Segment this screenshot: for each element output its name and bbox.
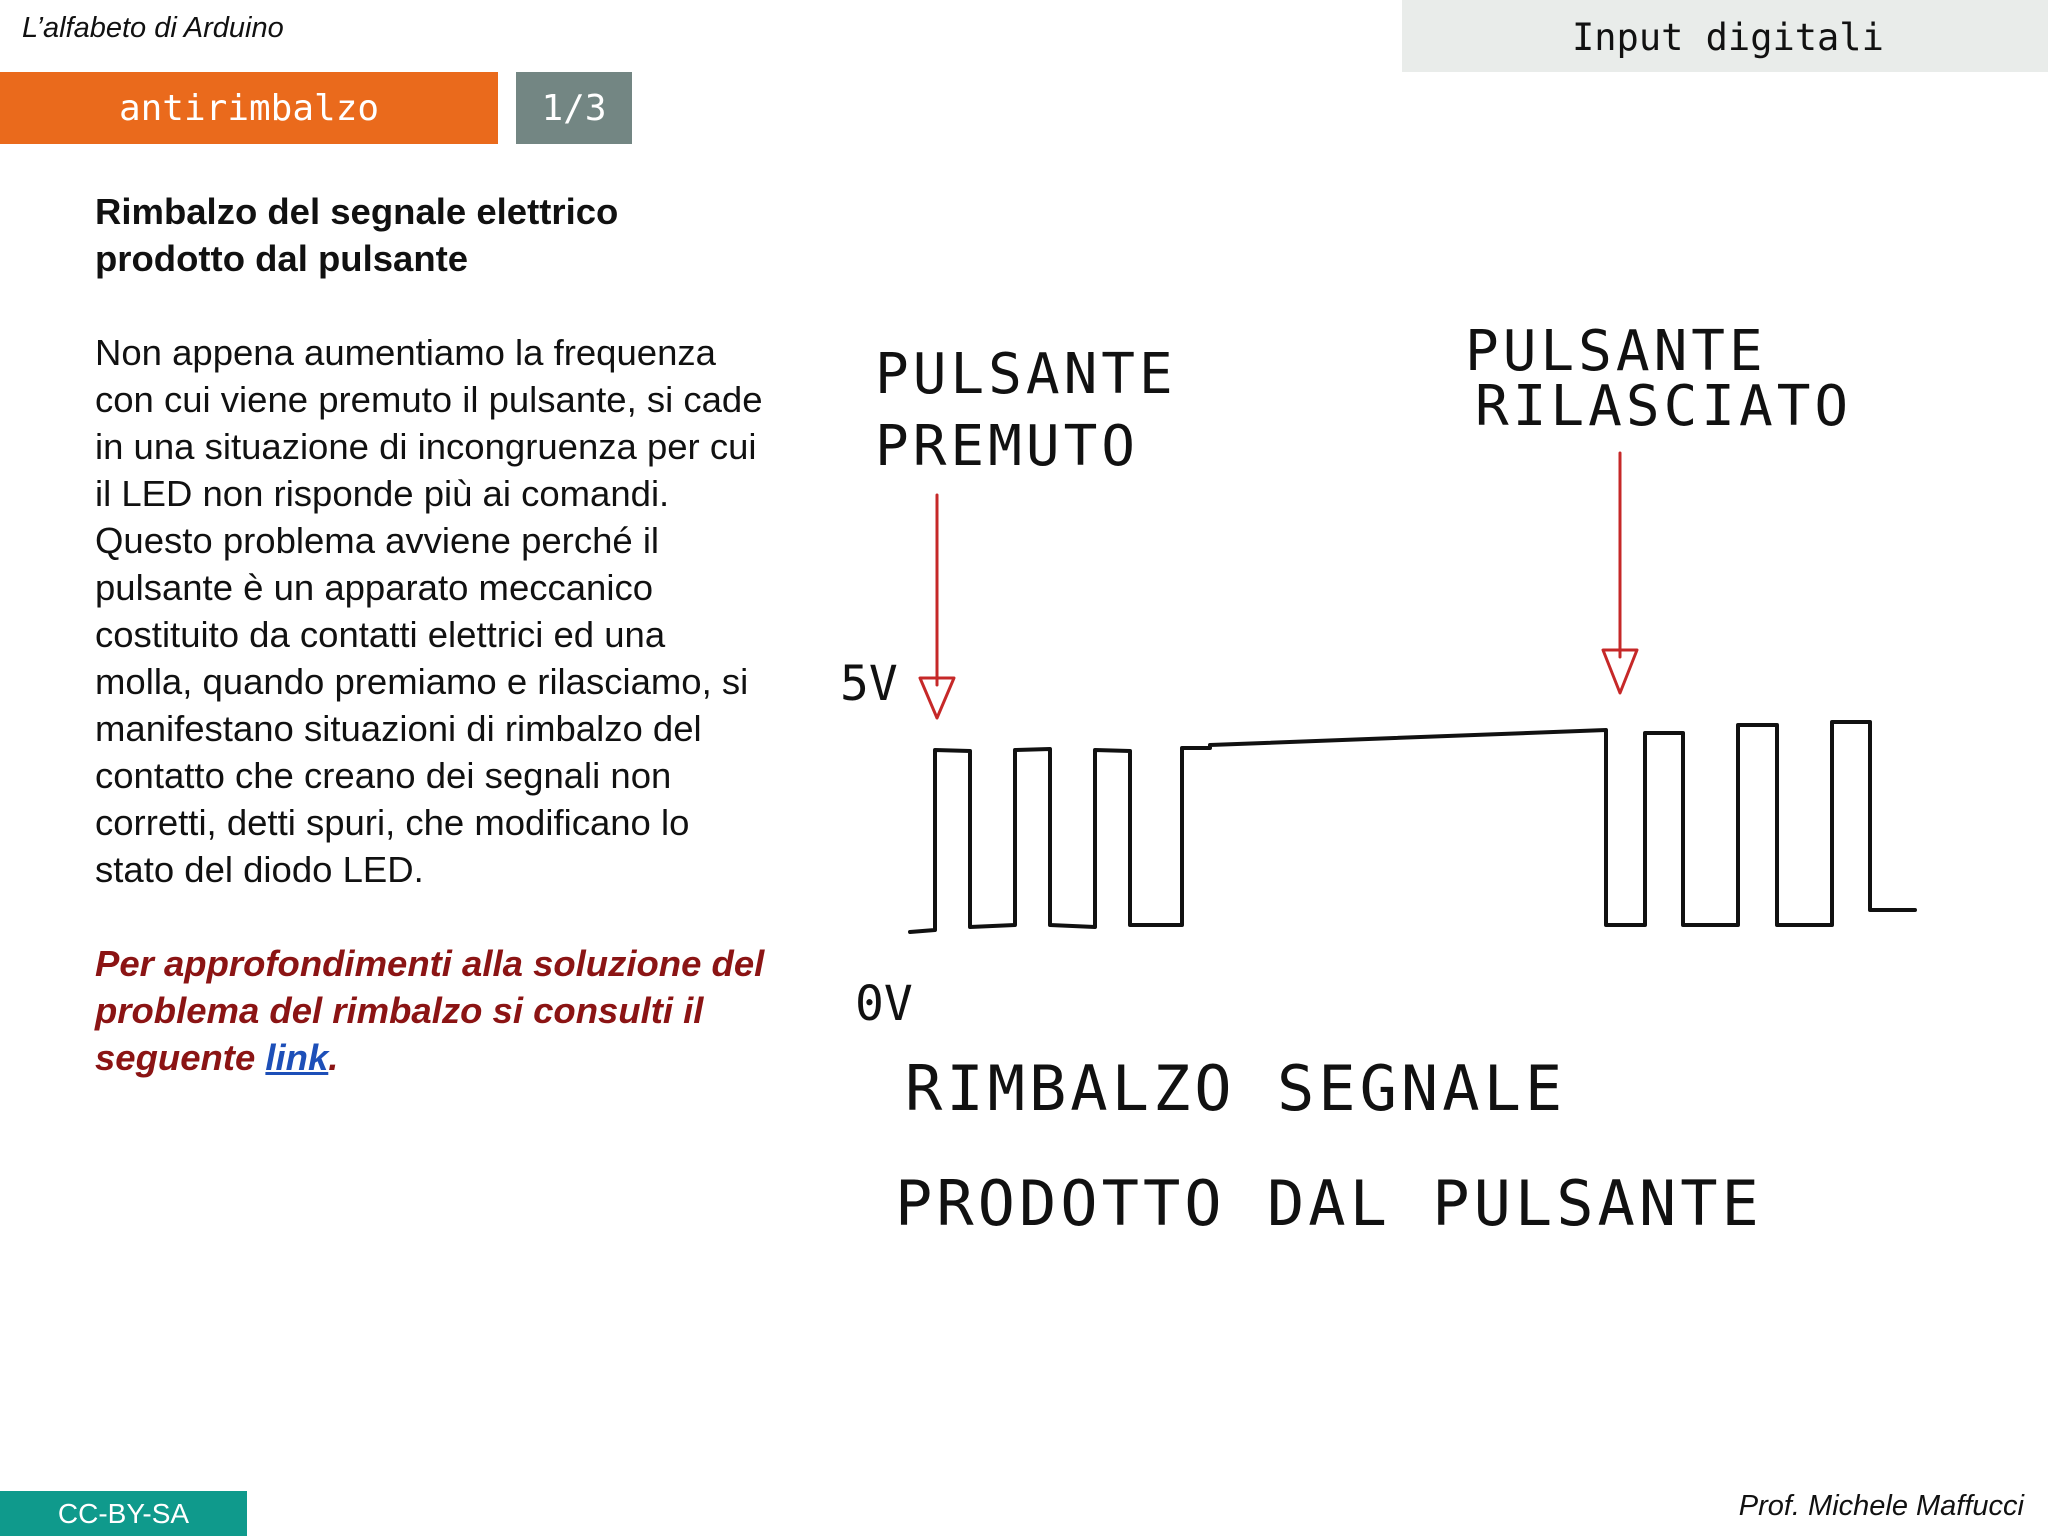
body-line: con cui viene premuto il pulsante, si cade <box>95 379 763 420</box>
author-name: Prof. Michele Maffucci <box>1738 1490 2024 1522</box>
note-line: Per approfondimenti alla soluzione del <box>95 943 765 984</box>
note-line: problema del rimbalzo si consulti il <box>95 990 704 1031</box>
note-prefix: seguente <box>95 1037 266 1078</box>
body-line: stato del diodo LED. <box>95 849 424 890</box>
body-line: manifestano situazioni di rimbalzo del <box>95 708 702 749</box>
label-pressed-2: PREMUTO <box>875 414 1140 479</box>
body-paragraph <box>95 329 835 893</box>
label-5v: 5V <box>840 656 898 712</box>
bouncing-signal-waveform <box>910 722 1915 932</box>
body-line: molla, quando premiamo e rilasciamo, si <box>95 661 749 702</box>
page-indicator: 1/3 <box>516 72 632 144</box>
note-line-3 <box>95 1034 835 1081</box>
body-line: in una situazione di incongruenza per cui <box>95 426 757 467</box>
label-released-1: PULSANTE <box>1465 319 1767 384</box>
body-line: costituito da contatti elettrici ed una <box>95 614 666 655</box>
debounce-signal-drawing <box>830 285 2048 1265</box>
caption-line-1: RIMBALZO SEGNALE <box>905 1052 1567 1125</box>
body-line: Questo problema avviene perché il <box>95 520 660 561</box>
body-line: pulsante è un apparato meccanico <box>95 567 654 608</box>
note-suffix: . <box>328 1037 339 1078</box>
heading-line: Rimbalzo del segnale elettrico <box>95 191 619 232</box>
slide-content <box>95 188 835 1081</box>
license-badge: CC-BY-SA <box>0 1491 247 1536</box>
slide-heading <box>95 188 835 282</box>
topic-tab: antirimbalzo <box>0 72 498 144</box>
course-title: L’alfabeto di Arduino <box>22 12 284 44</box>
body-line: corretti, detti spuri, che modificano lo <box>95 802 690 843</box>
further-reading-note <box>95 940 835 1081</box>
body-line: il LED non risponde più ai comandi. <box>95 473 670 514</box>
heading-line: prodotto dal pulsante <box>95 238 469 279</box>
section-label: Input digitali <box>1572 16 1884 59</box>
label-0v: 0V <box>855 976 913 1032</box>
further-reading-link[interactable]: link <box>265 1037 329 1078</box>
body-line: contatto che creano dei segnali non <box>95 755 672 796</box>
label-released-2: RILASCIATO <box>1475 374 1853 439</box>
body-line: Non appena aumentiamo la frequenza <box>95 332 716 373</box>
label-pressed-1: PULSANTE <box>875 342 1177 407</box>
caption-line-2: PRODOTTO DAL PULSANTE <box>895 1167 1763 1240</box>
